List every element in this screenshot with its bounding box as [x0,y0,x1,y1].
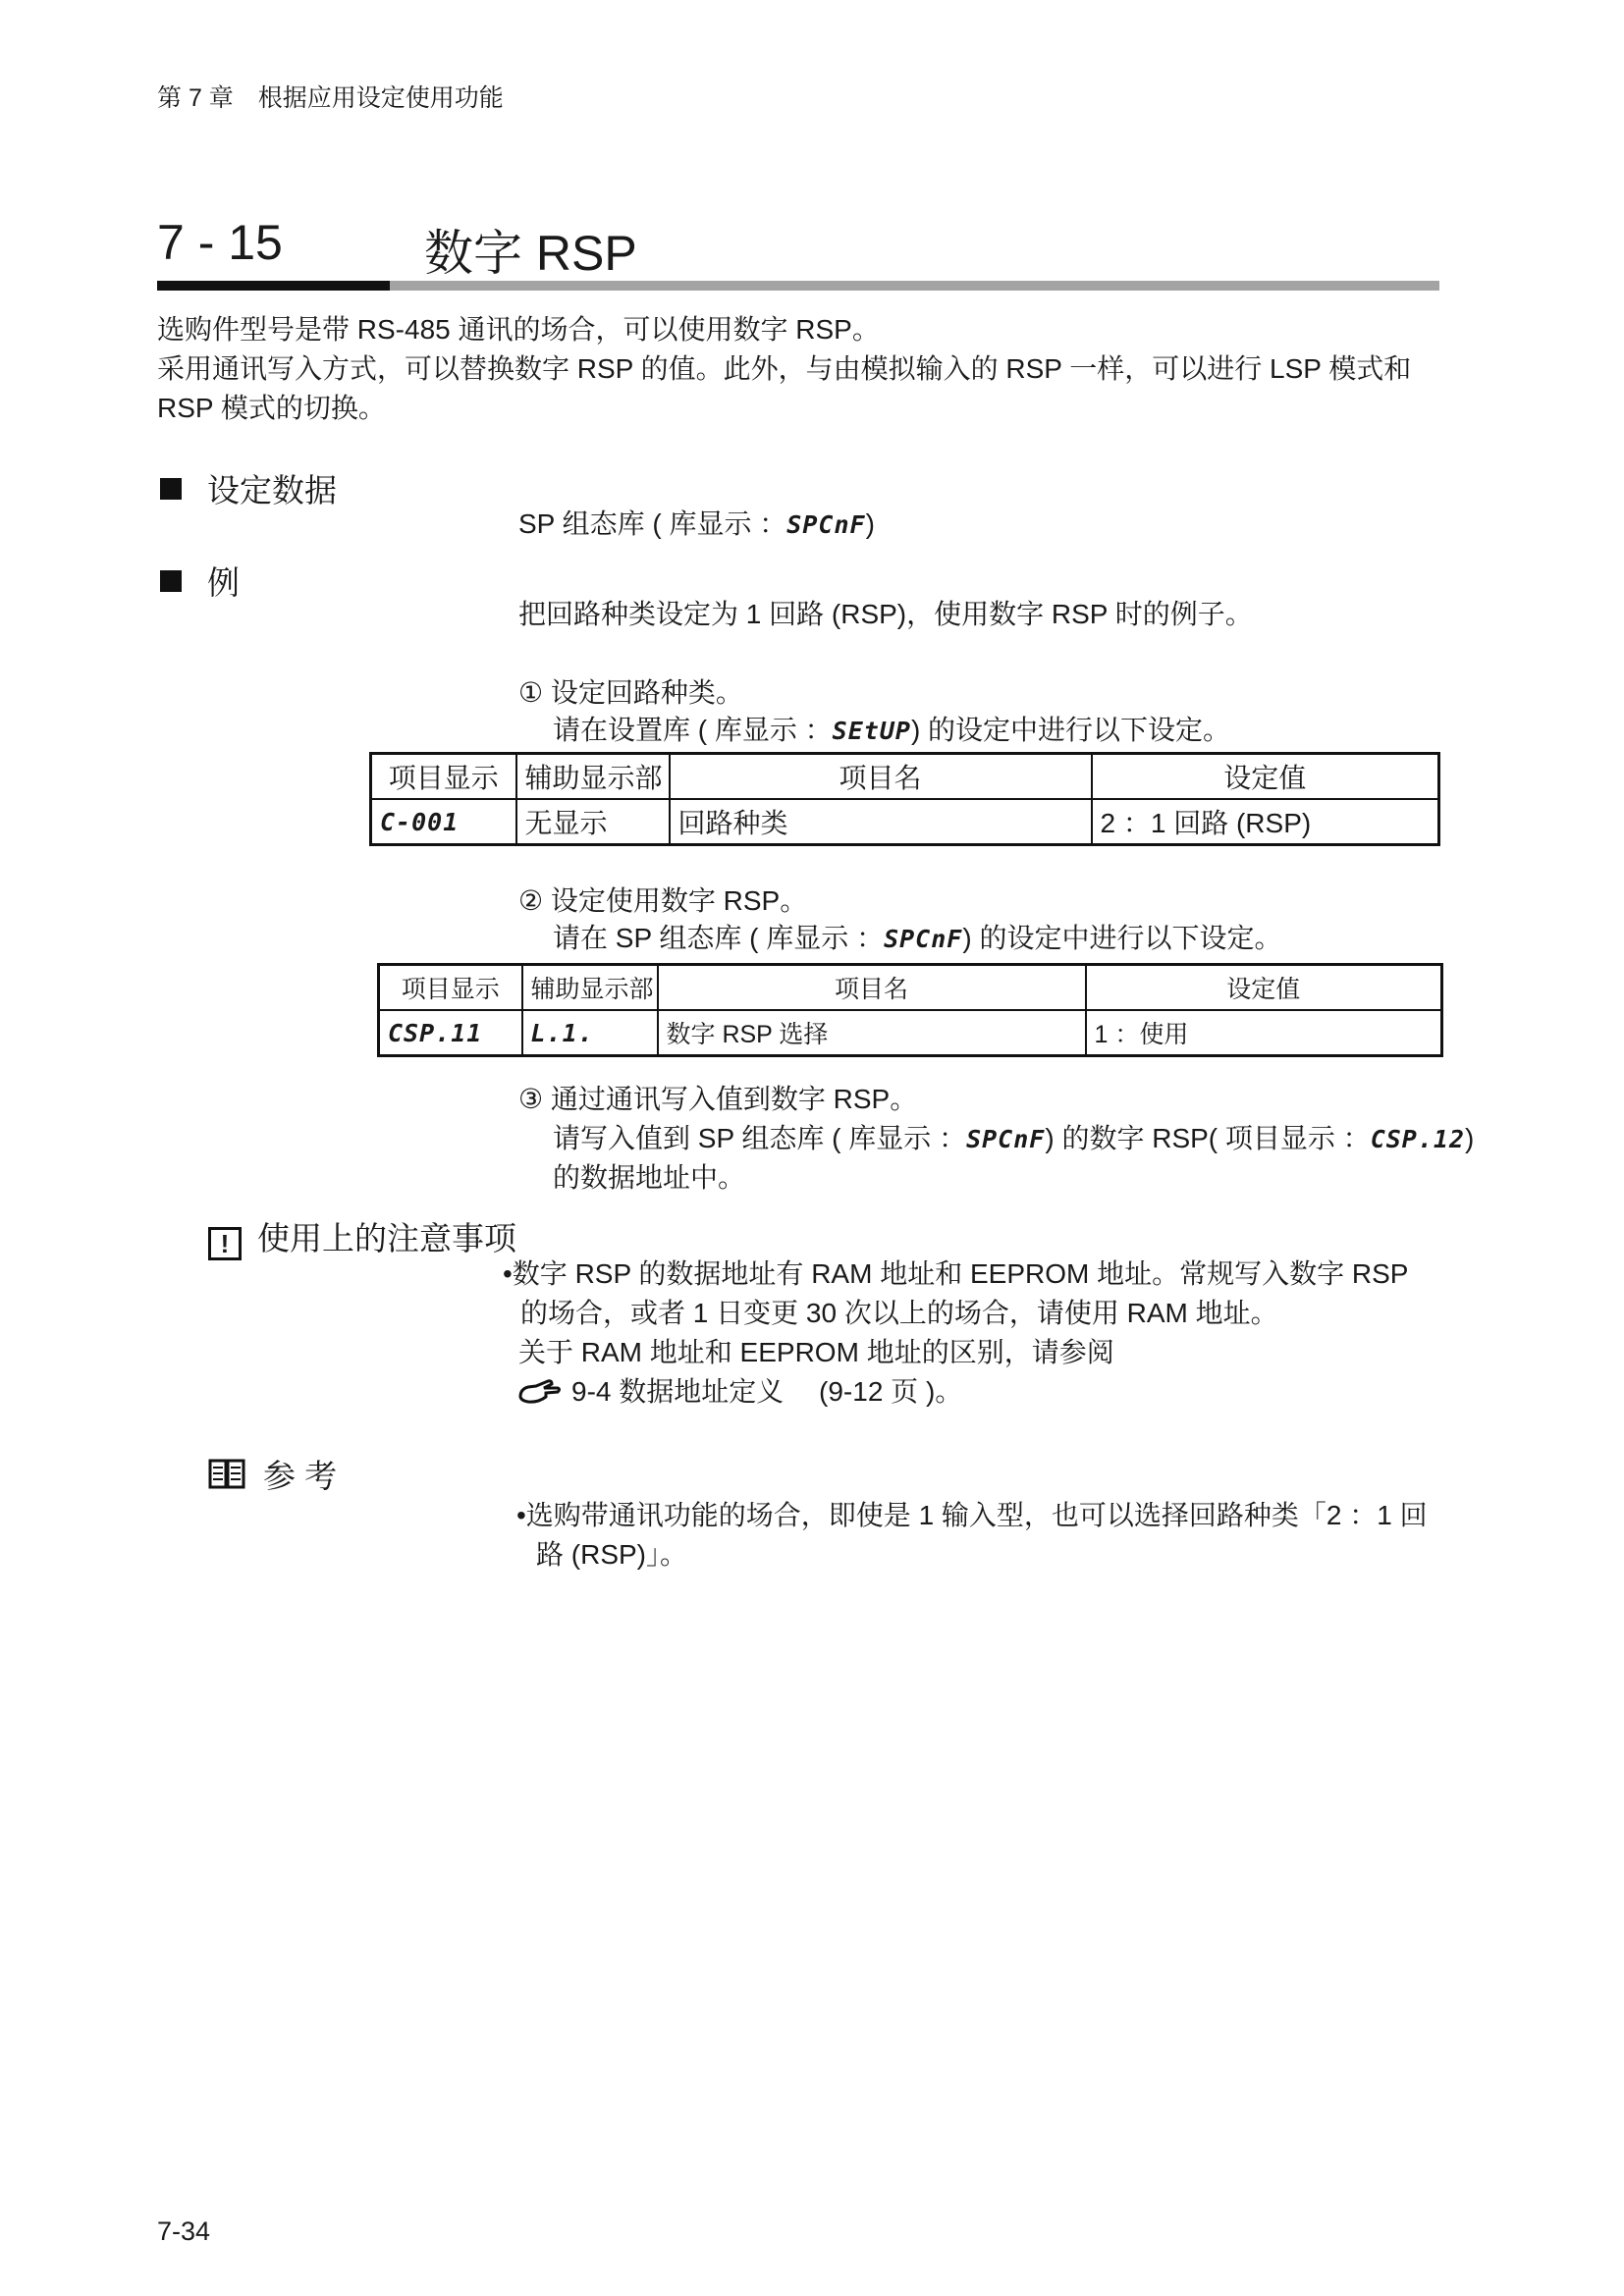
bank-display-code: SPCnF [786,510,866,539]
table-header-row [371,754,1439,800]
table-row [379,1010,1442,1056]
step1-title: ① 设定回路种类。 [518,677,743,708]
table-header-cell: 设定值 [1092,754,1439,800]
loop-type-table [369,752,1440,846]
step2-desc [553,919,1281,959]
item-display-code: CSP.11 [379,1010,522,1056]
item-display-code: CSP.12 [1370,1125,1465,1153]
bank-display-code: SPCnF [966,1125,1046,1153]
table-header-row [379,965,1442,1011]
exclamation-box-icon: ! [208,1227,242,1260]
table-header-cell: 项目显示 [371,754,516,800]
step3-title: ③ 通过通讯写入值到数字 RSP。 [518,1084,918,1114]
bank-display-code: SEtUP [832,717,911,745]
intro-line: RSP 模式的切换。 [157,393,386,423]
section-number: 7 - 15 [157,215,283,270]
notice-line: •数字 RSP 的数据地址有 RAM 地址和 EEPROM 地址。常规写入数字 RSP [503,1258,1409,1289]
notice-title: 使用上的注意事项 [257,1220,516,1256]
cross-reference-link[interactable]: 9-4 数据地址定义 (9-12 页 )。 [571,1376,963,1407]
step3-line2: 的数据地址中。 [553,1162,746,1193]
item-name-cell: 数字 RSP 选择 [658,1010,1086,1056]
intro-paragraph [157,310,1443,428]
square-bullet-icon [160,478,182,500]
table-header-cell: 设定值 [1086,965,1442,1011]
reference-line: •选购带通讯功能的场合，即使是 1 输入型，也可以选择回路种类「2 ：1 回 [516,1500,1428,1530]
pointing-hand-icon [518,1377,562,1405]
notice-heading [208,1213,516,1260]
table-row [371,799,1439,845]
setting-data-line [518,505,875,545]
notice-line: 的场合，或者 1 日变更 30 次以上的场合，请使用 RAM 地址。 [520,1298,1278,1328]
bank-display-code: SPCnF [884,925,963,953]
reference-line: 路 (RSP)」。 [536,1539,688,1570]
square-bullet-icon [160,570,182,592]
page-number: 7-34 [157,2216,211,2246]
table-header-cell: 项目名 [670,754,1092,800]
setting-data-suffix: ) [865,508,875,539]
item-display-code: C-001 [371,799,516,845]
table-header-cell: 项目名 [658,965,1086,1011]
setting-value-cell: 2 ：1 回路 (RSP) [1092,799,1439,845]
item-name-cell: 回路种类 [670,799,1092,845]
reference-title: 参 考 [263,1458,338,1494]
example-heading [160,558,240,604]
step3-line1 [553,1119,1474,1159]
step1-desc-prefix: 请在设置库 ( 库显示 ： [553,715,833,745]
notice-reference [518,1372,962,1412]
chapter-header: 第 7 章 根据应用设定使用功能 [157,84,504,112]
step2-title: ② 设定使用数字 RSP。 [518,885,808,916]
table-header-cell: 辅助显示部 [522,965,658,1011]
title-rule-dark [157,281,390,291]
step3-suffix: ) [1465,1123,1475,1153]
setting-data-heading-text: 设定数据 [207,472,337,508]
aux-display-code: L.1. [522,1010,658,1056]
setting-data-prefix: SP 组态库 ( 库显示 ： [518,508,787,539]
notice-line: 关于 RAM 地址和 EEPROM 地址的区别，请参阅 [518,1337,1114,1367]
intro-line: 采用通讯写入方式，可以替换数字 RSP 的值。此外，与由模拟输入的 RSP 一样，可以进行 LSP 模式和 [157,353,1412,384]
step2-desc-suffix: ) 的设定中进行以下设定。 [962,923,1282,953]
example-heading-text: 例 [207,564,240,601]
step1-desc [553,711,1230,751]
example-intro: 把回路种类设定为 1 回路 (RSP)，使用数字 RSP 时的例子。 [518,599,1253,629]
step3-prefix: 请写入值到 SP 组态库 ( 库显示 ： [553,1123,967,1153]
step2-desc-prefix: 请在 SP 组态库 ( 库显示 ： [553,923,885,953]
setting-value-cell: 1 ：使用 [1086,1010,1442,1056]
table-header-cell: 项目显示 [379,965,522,1011]
reference-heading [208,1451,337,1497]
intro-line: 选购件型号是带 RS-485 通讯的场合，可以使用数字 RSP。 [157,314,880,345]
aux-display-cell: 无显示 [516,799,670,845]
open-book-icon [208,1458,245,1491]
step1-desc-suffix: ) 的设定中进行以下设定。 [910,715,1231,745]
section-title: 数字 RSP [424,226,637,281]
table-header-cell: 辅助显示部 [516,754,670,800]
step3-mid: ) 的数字 RSP( 项目显示 ： [1045,1123,1371,1153]
title-rule-light [390,281,1439,291]
digital-rsp-table [377,963,1443,1057]
setting-data-heading [160,465,337,511]
